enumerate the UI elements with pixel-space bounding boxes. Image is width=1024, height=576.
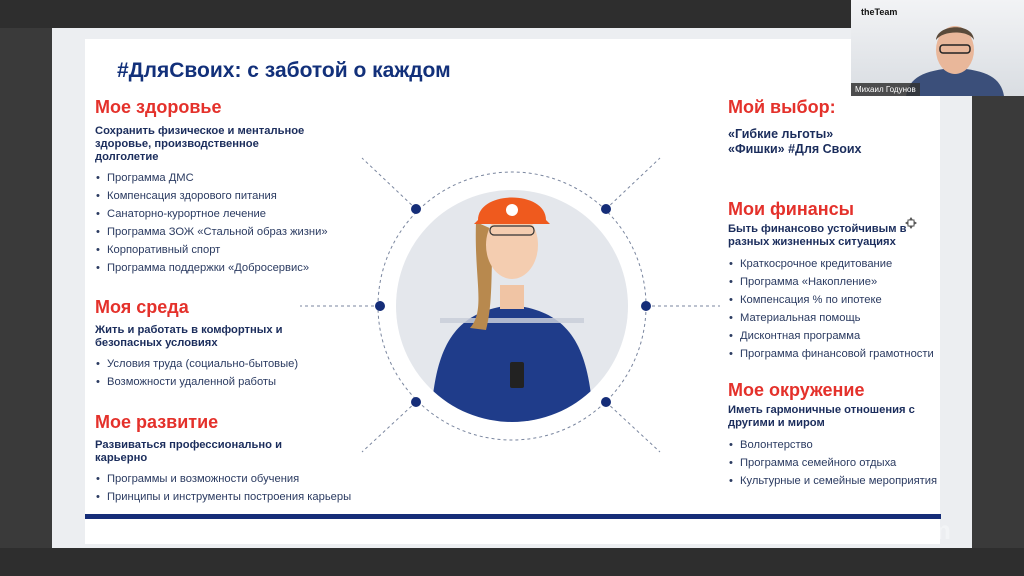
health-title: Мое здоровье — [95, 97, 222, 117]
list-item: • Культурные и семейные мероприятия — [729, 472, 937, 490]
development-title: Мое развитие — [95, 412, 219, 432]
choice-title: Мой выбор: — [728, 97, 836, 117]
list-item: • Материальная помощь — [729, 309, 934, 327]
list-item: • Условия труда (социально-бытовые) — [96, 355, 298, 373]
list-item: • Программа «Накопление» — [729, 273, 934, 291]
move-cursor-icon — [904, 216, 918, 230]
choice-subtitle: «Гибкие льготы» «Фишки» #Для Своих — [728, 127, 862, 156]
list-item: • Санаторно-курортное лечение — [96, 205, 328, 223]
list-item: • Краткосрочное кредитование — [729, 255, 934, 273]
webcam-tile[interactable] — [851, 0, 1024, 96]
health-subtitle: Сохранить физическое и ментальное здоровье, производственное долголетие — [95, 125, 305, 163]
participant-video — [851, 0, 1024, 96]
list-item: • Программа поддержки «Добросервис» — [96, 259, 328, 277]
surroundings-subtitle: Иметь гармоничные отношения с другими и миром — [728, 404, 915, 429]
zoom-watermark: zoom — [880, 515, 952, 545]
list-item: • Дисконтная программа — [729, 327, 934, 345]
list-item: • Программа ДМС — [96, 169, 328, 187]
slide-bottom-line — [85, 514, 941, 519]
list-item: • Программа ЗОЖ «Стальной образ жизни» — [96, 223, 328, 241]
environment-title: Моя среда — [95, 297, 189, 317]
brand-logo: theTeam — [861, 7, 898, 17]
finance-title: Мои финансы — [728, 199, 855, 219]
finance-list — [729, 255, 934, 363]
development-subtitle: Развиваться профессионально и карьерно — [95, 439, 282, 464]
list-item: • Волонтерство — [729, 436, 937, 454]
central-diagram — [290, 140, 730, 460]
neck — [500, 285, 524, 309]
participant-name: Михаил Годунов — [851, 83, 920, 96]
development-list — [96, 470, 351, 506]
environment-subtitle: Жить и работать в комфортных и безопасных условиях — [95, 324, 283, 349]
environment-list — [96, 355, 298, 391]
surroundings-list — [729, 436, 937, 490]
list-item: • Программа семейного отдыха — [729, 454, 937, 472]
reflective-stripe — [440, 318, 584, 323]
list-item: • Корпоративный спорт — [96, 241, 328, 259]
list-item: • Принципы и инструменты построения карьеры — [96, 488, 351, 506]
list-item: • Компенсация % по ипотеке — [729, 291, 934, 309]
list-item: • Компенсация здорового питания — [96, 187, 328, 205]
surroundings-title: Мое окружение — [728, 380, 865, 400]
helmet-logo — [506, 204, 518, 216]
list-item: • Возможности удаленной работы — [96, 373, 298, 391]
radio — [510, 362, 524, 388]
slide-title: #ДляСвоих: с заботой о каждом — [117, 59, 451, 82]
list-item: • Программы и возможности обучения — [96, 470, 351, 488]
finance-subtitle: Быть финансово устойчивым в разных жизненных ситуациях — [728, 223, 907, 248]
list-item: • Программа финансовой грамотности — [729, 345, 934, 363]
zoom-bottom-bar — [0, 548, 1024, 576]
